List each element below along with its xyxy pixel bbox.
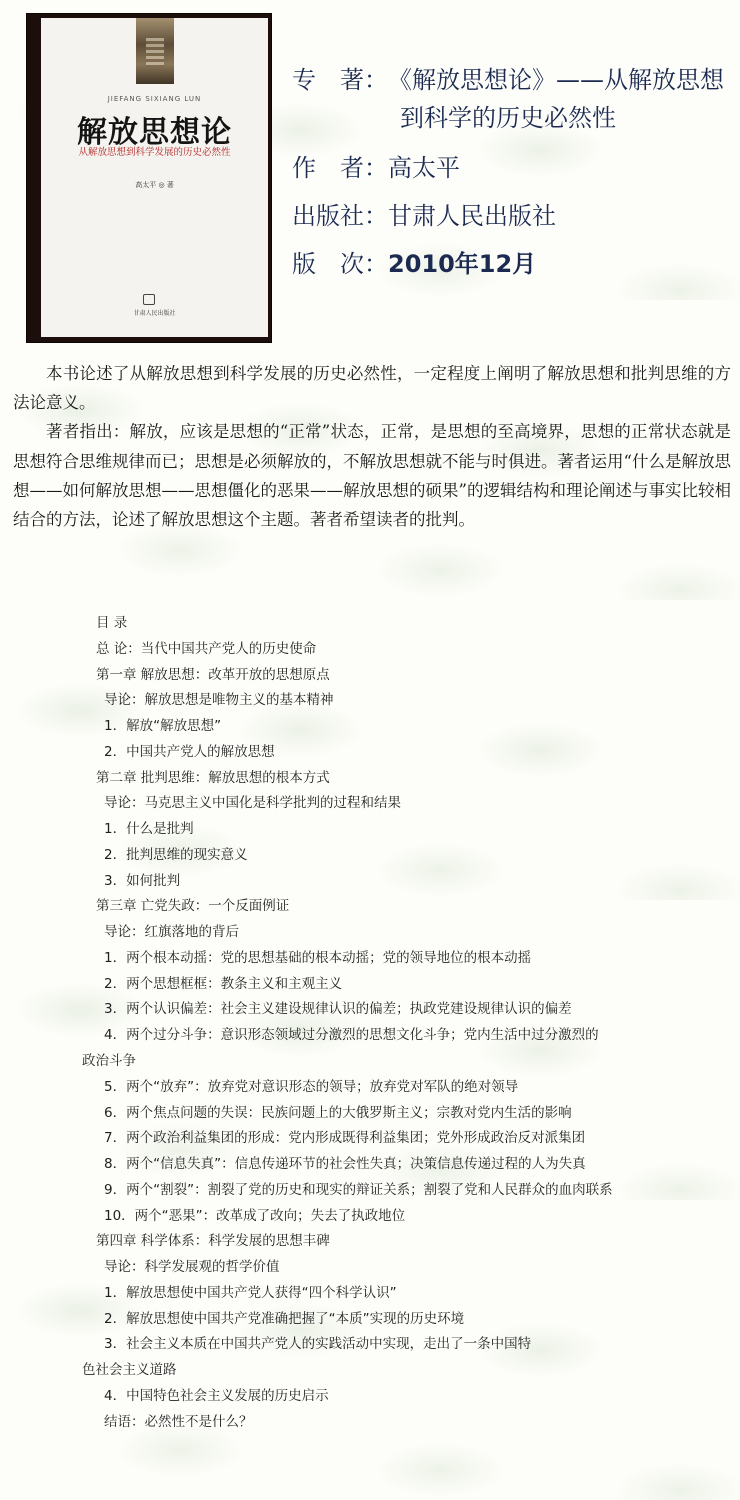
toc-heading: 目 录 xyxy=(96,615,128,631)
toc-item: 1．解放“解放思想” xyxy=(104,718,222,735)
intro-paragraph-1: 本书论述了从解放思想到科学发展的历史必然性，一定程度上阐明了解放思想和批判思维的方法论意义。 xyxy=(13,364,731,413)
toc-item: 3．如何批判 xyxy=(104,872,181,889)
publisher-row xyxy=(292,194,556,238)
toc-item: 3．社会主义本质在中国共产党人的实践活动中实现，走出了一条中国特 xyxy=(104,1336,532,1353)
toc-item: 导论：科学发展观的哲学价值 xyxy=(104,1259,280,1276)
table-of-contents xyxy=(82,611,702,1436)
toc-item: 1．什么是批判 xyxy=(104,821,194,838)
cover-pinyin: JIEFANG SIXIANG LUN xyxy=(107,95,202,103)
toc-item: 导论：解放思想是唯物主义的基本精神 xyxy=(104,692,334,709)
intro-paragraph-2: 著者指出：解放，应该是思想的“正常”状态，正常，是思想的至高境界，思想的正常状态就是思想符合思维规律而已；思想是必须解放的，不解放思想就不能与时俱进。著者运用“什么是解放思想——如何解放思想——思想僵化的恶果——解放思想的硕果”的逻辑结构和理论阐述与事实比较相结合的方法，论述了解放思想这个主题。著者希望读者的批判。 xyxy=(13,422,731,530)
toc-item: 3．两个认识偏差：社会主义建设规律认识的偏差；执政党建设规律认识的偏差 xyxy=(104,1001,572,1018)
toc-item: 结语：必然性不是什么？ xyxy=(104,1413,253,1430)
toc-item: 2．解放思想使中国共产党准确把握了“本质”实现的历史环境 xyxy=(104,1310,465,1327)
toc-item: 2．中国共产党人的解放思想 xyxy=(104,743,275,760)
toc-item: 导论：马克思主义中国化是科学批判的过程和结果 xyxy=(104,795,401,812)
toc-item: 4．中国特色社会主义发展的历史启示 xyxy=(104,1387,329,1404)
monograph-label: 专 著： xyxy=(292,66,388,94)
toc-item: 4．两个过分斗争：意识形态领域过分激烈的思想文化斗争；党内生活中过分激烈的 xyxy=(104,1027,599,1044)
monograph-title-line2: 到科学的历史必然性 xyxy=(400,104,616,132)
toc-item: 1．两个根本动摇：党的思想基础的根本动摇；党的领导地位的根本动摇 xyxy=(104,949,532,966)
toc-item: 5．两个“放弃”：放弃党对意识形态的领导；放弃党对军队的绝对领导 xyxy=(104,1078,519,1095)
author-value: 高太平 xyxy=(388,154,460,182)
cover-publisher: 甘肃人民出版社 xyxy=(133,310,176,317)
toc-item: 8．两个“信息失真”：信息传递环节的社会性失真；决策信息传递过程的人为失真 xyxy=(104,1156,586,1173)
cover-page xyxy=(41,18,268,337)
edition-row xyxy=(292,242,536,286)
toc-item: 2．两个思想框框：教条主义和主观主义 xyxy=(104,975,343,992)
cover-author: 高太平 ◎ 著 xyxy=(135,181,174,189)
edition-value: 2010年12月 xyxy=(388,250,537,278)
monograph-title-line1: 《解放思想论》——从解放思想 xyxy=(388,66,724,94)
publisher-label: 出版社： xyxy=(292,202,388,230)
author-label: 作 者： xyxy=(292,154,388,182)
toc-chapter: 第三章 亡党失政：一个反面例证 xyxy=(96,898,290,915)
cover-subtitle: 从解放思想到科学发展的历史必然性 xyxy=(78,147,231,158)
toc-chapter: 第二章 批判思维：解放思想的根本方式 xyxy=(96,769,330,786)
toc-item: 10．两个“恶果”：改革成了改向；失去了执政地位 xyxy=(104,1207,406,1224)
toc-item: 9．两个“割裂”：割裂了党的历史和现实的辩证关系；割裂了党和人民群众的血肉联系 xyxy=(104,1181,613,1198)
cover-title: 解放思想论 xyxy=(77,115,232,150)
cover-photo xyxy=(136,18,174,84)
book-introduction xyxy=(13,359,731,534)
toc-chapter: 第一章 解放思想：改革开放的思想原点 xyxy=(96,666,330,683)
toc-item: 导论：红旗落地的背后 xyxy=(104,924,239,941)
toc-chapter: 第四章 科学体系：科学发展的思想丰碑 xyxy=(96,1233,330,1250)
toc-item: 总 论：当代中国共产党人的历史使命 xyxy=(96,640,317,657)
toc-item-continued: 色社会主义道路 xyxy=(82,1362,177,1379)
publisher-value: 甘肃人民出版社 xyxy=(388,202,556,230)
toc-item: 1．解放思想使中国共产党人获得“四个科学认识” xyxy=(104,1284,397,1301)
toc-item: 6．两个焦点问题的失误：民族问题上的大俄罗斯主义；宗教对党内生活的影响 xyxy=(104,1104,572,1121)
toc-item: 7．两个政治利益集团的形成：党内形成既得利益集团；党外形成政治反对派集团 xyxy=(104,1130,586,1147)
toc-item: 2．批判思维的现实意义 xyxy=(104,846,248,863)
publisher-logo-icon xyxy=(143,294,155,305)
edition-label: 版 次： xyxy=(292,250,388,278)
author-row xyxy=(292,146,460,190)
book-cover xyxy=(27,14,271,342)
toc-item-continued: 政治斗争 xyxy=(82,1053,136,1070)
